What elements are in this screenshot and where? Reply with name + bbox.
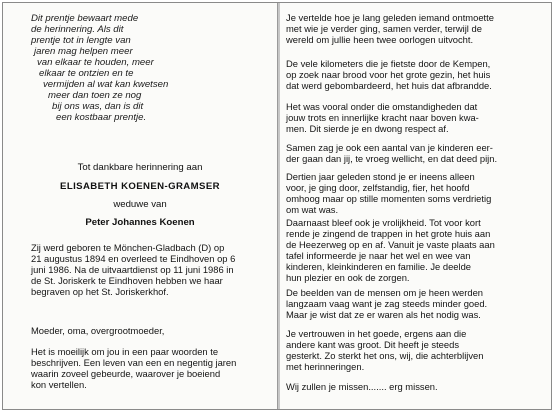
tribute-line: Tot dankbare herinnering aan <box>77 162 203 173</box>
poem-line: jaren mag helpen meer <box>34 46 133 57</box>
right-paragraph <box>286 12 548 45</box>
right-paragraph <box>286 381 548 392</box>
text-line: voor, je ging door, zelfstandig, fier, het hoofd <box>286 182 470 193</box>
poem-line: Dit prentje bewaart mede <box>31 13 139 24</box>
text-line: omhoog maar op stille momenten soms verdrietig <box>286 193 492 204</box>
text-line: hun plezier en ook de zorgen. <box>286 272 410 283</box>
text-line: tafel informeerde je naar het wel en wee van <box>286 250 471 261</box>
text-line: De vele kilometers die je fietste door de Kempen, <box>286 58 491 69</box>
address-line <box>31 325 273 336</box>
right-paragraph <box>286 217 548 283</box>
text-line: Daarnaast bleef ook je vrolijkheid. Tot voor kort <box>286 217 481 228</box>
text-line: op zoek naar brood voor het grote gezin, het huis <box>286 69 491 80</box>
text-line: de Heezerweg op en af. Vanuit je vaste plaats aan <box>286 239 495 250</box>
biography-paragraph <box>31 242 273 297</box>
poem-line: meer dan toen ze nog <box>48 90 142 101</box>
deceased-name: ELISABETH KOENEN-GRAMSER <box>60 181 220 192</box>
text-line: dat werd gebombardeerd, het huis dat afbrandde. <box>286 80 492 91</box>
poem-line: een kostbaar prentje. <box>56 112 147 123</box>
text-line: waarin zoveel gebeurde, waarover je boeiend <box>31 368 221 379</box>
text-line: kon vertellen. <box>31 379 87 390</box>
right-paragraph <box>286 58 548 91</box>
text-line: om wat was. <box>286 204 339 215</box>
text-line: Samen zag je ook een aantal van je kinderen eer- <box>286 142 493 153</box>
right-paragraph <box>286 328 548 372</box>
text-line: langzaam vaag want je zag steeds minder goed. <box>286 298 488 309</box>
text-line: Het was vooral onder die omstandigheden dat <box>286 101 478 112</box>
text-line: begraven op het St. Joriskerkhof. <box>31 286 169 297</box>
text-line: Maar je wist dat ze er waren als het nodig was. <box>286 309 481 320</box>
text-line: De beelden van de mensen om je heen werden <box>286 287 484 298</box>
text-line: de St. Joriskerk te Eindhoven hebben we haar <box>31 275 223 286</box>
right-paragraph <box>286 287 548 320</box>
memorial-card <box>2 2 552 410</box>
right-page <box>279 3 551 409</box>
text-line: der gaan dan jij, te vroeg wellicht, en dat deed pijn. <box>286 153 498 164</box>
left-page <box>3 3 277 409</box>
right-paragraph <box>286 101 548 134</box>
text-line: beschrijven. Een leven van een en negentig jaren <box>31 357 237 368</box>
text-line: Zij werd geboren te Mönchen-Gladbach (D) op <box>31 242 225 253</box>
text-line: Moeder, oma, overgrootmoeder, <box>31 325 165 336</box>
text-line: met herinneringen. <box>286 361 365 372</box>
text-line: wereld om jullie heen twee oorlogen uitvocht. <box>286 34 474 45</box>
poem-line: de herinnering. Als dit <box>31 24 124 35</box>
text-line: andere kant was groot. Dit heeft je steeds <box>286 339 460 350</box>
poem-line: bij ons was, dan is dit <box>52 101 144 112</box>
text-line: juni 1986. Na de uitvaartdienst op 11 juni 1986 in <box>31 264 234 275</box>
text-line: kinderen, kleinkinderen en familie. Je deelde <box>286 261 472 272</box>
text-line: rende je zingend de trappen in het grote huis aan <box>286 228 491 239</box>
text-line: Wij zullen je missen....... erg missen. <box>286 381 438 392</box>
text-line: Het is moeilijk om jou in een paar woorden te <box>31 346 219 357</box>
widow-of-line: weduwe van <box>113 199 167 210</box>
right-paragraph <box>286 142 548 164</box>
text-line: 21 augustus 1894 en overleed te Eindhoven op 6 <box>31 253 236 264</box>
text-line: men. Dit sierde je en dwong respect af. <box>286 123 449 134</box>
closing-paragraph <box>31 346 273 390</box>
poem-line: prentje tot in lengte van <box>31 35 131 46</box>
text-line: Je vertelde hoe je lang geleden iemand ontmoette <box>286 12 494 23</box>
poem-line: van elkaar te houden, meer <box>37 57 154 68</box>
spouse-name: Peter Johannes Koenen <box>85 217 195 228</box>
text-line: gesterkt. Zo sterkt het ons, wij, die achterblijven <box>286 350 484 361</box>
poem-line: vermijden al wat kan kwetsen <box>43 79 169 90</box>
right-paragraph <box>286 171 548 215</box>
text-line: Dertien jaar geleden stond je er ineens alleen <box>286 171 475 182</box>
poem-line: elkaar te ontzien en te <box>39 68 134 79</box>
text-line: met wie je verder ging, samen verder, terwijl de <box>286 23 482 34</box>
text-line: jouw trots en innerlijke kracht naar boven kwa- <box>286 112 479 123</box>
text-line: Je vertrouwen in het goede, ergens aan die <box>286 328 467 339</box>
